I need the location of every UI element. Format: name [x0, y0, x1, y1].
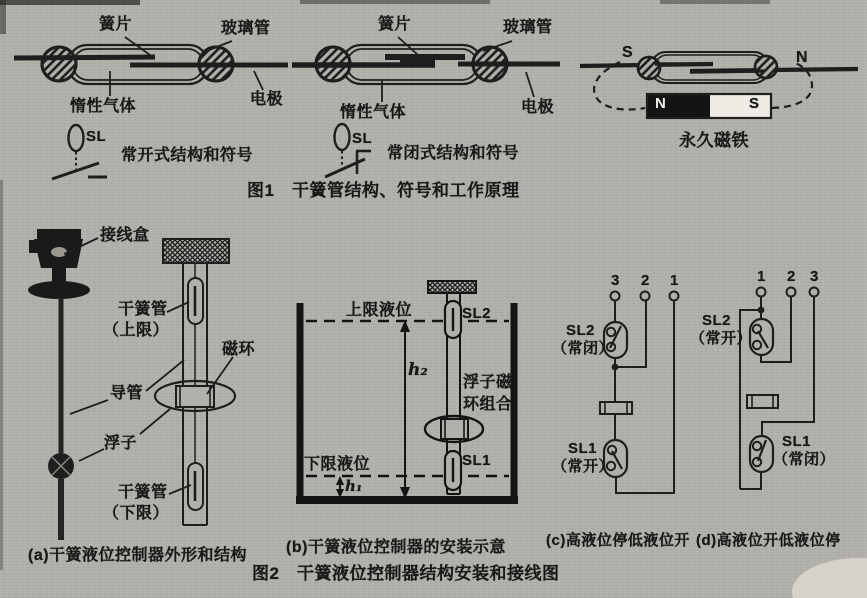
sl2-d-label: SL2 — [702, 312, 732, 329]
lower-level-label: 下限液位 — [304, 456, 371, 473]
no-glass-label: 玻璃管 — [221, 20, 271, 37]
float-ring-label-1: 浮子磁 — [463, 374, 513, 391]
permanent-magnet-diagram — [580, 52, 858, 118]
magnet-caption: 永久磁铁 — [679, 131, 749, 150]
terminal-c-2: 2 — [641, 272, 650, 289]
panel-d-caption: (d)高液位开低液位停 — [696, 532, 841, 549]
sl2-c-label: SL2 — [566, 322, 596, 339]
junction-box-label: 接线盒 — [100, 227, 150, 244]
sl1-d-label: SL1 — [782, 433, 812, 450]
no-gas-label: 惰性气体 — [70, 98, 137, 115]
terminal-c-1: 1 — [670, 272, 679, 289]
float-ring-label-2: 环组合 — [463, 396, 513, 413]
terminal-d-1: 1 — [757, 268, 766, 285]
h2-dimension-arrow — [400, 320, 410, 499]
reed-lower-label-1: 干簧管 — [118, 484, 168, 501]
h2-label: h₂ — [408, 360, 428, 380]
no-caption: 常开式结构和符号 — [121, 147, 254, 164]
guide-tube-label: 导管 — [110, 385, 144, 402]
reed-upper-label-1: 干簧管 — [118, 301, 168, 318]
magnet-left-pole: S — [622, 44, 634, 61]
sl2-c-mode: （常闭） — [552, 340, 615, 357]
upper-level-label: 上限液位 — [346, 302, 413, 319]
magnet-ring-label: 磁环 — [222, 341, 256, 358]
magnet-bar-s: S — [749, 95, 760, 112]
panel-b-caption: (b)干簧液位控制器的安装示意 — [286, 539, 506, 556]
sl1-d-mode: （常闭） — [773, 451, 836, 468]
terminal-c-3: 3 — [611, 272, 620, 289]
nc-reed-label: 簧片 — [378, 16, 412, 33]
no-symbol-label: SL — [86, 128, 107, 145]
magnet-bar-n: N — [655, 95, 667, 112]
no-reed-label: 簧片 — [99, 16, 133, 33]
sl1-c-mode: （常开） — [552, 458, 615, 475]
figure2-caption: 图2 干簧液位控制器结构安装和接线图 — [252, 564, 560, 583]
float-label: 浮子 — [104, 435, 138, 452]
magnet-right-pole: N — [796, 49, 809, 66]
figure1-caption: 图1 干簧管结构、符号和工作原理 — [247, 181, 520, 200]
nc-glass-label: 玻璃管 — [503, 19, 553, 36]
sl2-b-label: SL2 — [462, 305, 492, 322]
sl1-b-label: SL1 — [462, 452, 492, 469]
panel-a-caption: (a)干簧液位控制器外形和结构 — [28, 547, 248, 564]
reed-lower-label-2: （下限） — [103, 505, 170, 522]
no-electrode-label: 电极 — [250, 91, 284, 108]
sl1-c-label: SL1 — [568, 440, 598, 457]
reed-upper-label-2: （上限） — [103, 322, 170, 339]
h1-label: h₁ — [345, 477, 363, 495]
nc-caption: 常闭式结构和符号 — [387, 145, 520, 162]
terminal-d-2: 2 — [787, 268, 796, 285]
panel-c-caption: (c)高液位停低液位开 — [546, 532, 690, 549]
h1-dimension-arrow — [336, 476, 344, 498]
nc-symbol-label: SL — [352, 130, 373, 147]
nc-electrode-label: 电极 — [521, 99, 555, 116]
nc-gas-label: 惰性气体 — [340, 104, 407, 121]
terminal-d-3: 3 — [810, 268, 819, 285]
sl2-d-mode: （常开） — [690, 330, 753, 347]
